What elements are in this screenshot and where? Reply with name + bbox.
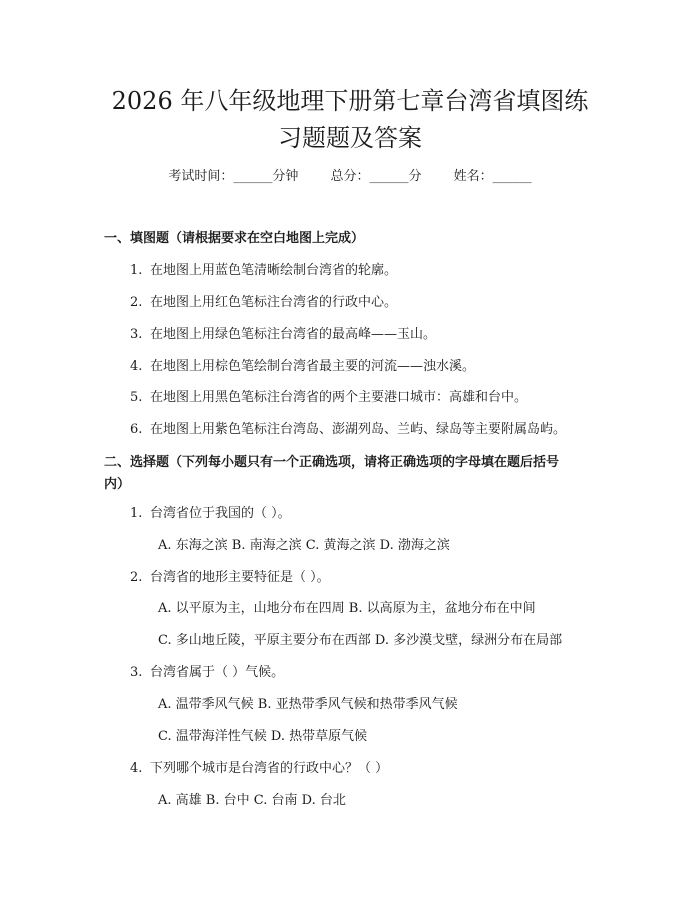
item-number: 4.: [130, 359, 143, 374]
item-number: 3.: [130, 327, 143, 342]
section-heading-fill-map: 一、填图题（请根据要求在空白地图上完成）: [104, 231, 365, 246]
exam-time-field: 考试时间：______分钟: [168, 169, 299, 184]
question-text: 下列哪个城市是台湾省的行政中心？（ ）: [150, 761, 389, 776]
item-text: 在地图上用棕色笔绘制台湾省最主要的河流——浊水溪。: [150, 359, 476, 374]
fill-item: [130, 294, 397, 312]
item-number: 5.: [130, 390, 143, 405]
item-text: 在地图上用绿色笔标注台湾省的最高峰——玉山。: [150, 327, 437, 342]
item-text: 在地图上用紫色笔标注台湾岛、澎湖列岛、兰屿、绿岛等主要附属岛屿。: [150, 422, 567, 437]
question-text: 台湾省位于我国的（ ）。: [150, 506, 291, 521]
question: [130, 569, 330, 587]
item-number: 2.: [130, 295, 143, 310]
fill-item: [130, 389, 527, 407]
question-options: C. 多山地丘陵，平原主要分布在西部 D. 多沙漠戈壁，绿洲分布在局部: [158, 633, 563, 648]
question-options: A. 温带季风气候 B. 亚热带季风气候和热带季风气候: [158, 697, 458, 712]
fill-item: [130, 358, 475, 376]
total-score-field: 总分：______分: [330, 169, 422, 184]
question: [130, 505, 291, 523]
student-name-field: 姓名：______: [453, 169, 532, 184]
question-text: 台湾省的地形主要特征是（ ）。: [150, 570, 330, 585]
question-options: A. 以平原为主，山地分布在四周 B. 以高原为主，盆地分布在中间: [158, 601, 536, 616]
question-number: 1.: [130, 506, 143, 521]
item-number: 6.: [130, 422, 143, 437]
question-number: 2.: [130, 570, 143, 585]
question: [130, 760, 388, 778]
item-text: 在地图上用红色笔标注台湾省的行政中心。: [150, 295, 398, 310]
item-text: 在地图上用黑色笔标注台湾省的两个主要港口城市：高雄和台中。: [150, 390, 528, 405]
item-number: 1.: [130, 263, 143, 278]
section-heading-line2: 内）: [104, 477, 131, 492]
question-options: A. 高雄 B. 台中 C. 台南 D. 台北: [158, 793, 346, 808]
exam-meta: [0, 168, 700, 186]
document-title-line1: 2026 年八年级地理下册第七章台湾省填图练: [111, 87, 589, 115]
question-options: A. 东海之滨 B. 南海之滨 C. 黄海之滨 D. 渤海之滨: [158, 538, 450, 553]
section-heading-multiple-choice: [104, 452, 624, 496]
fill-item: [130, 326, 436, 344]
section-heading-line1: 二、选择题（下列每小题只有一个正确选项，请将正确选项的字母填在题后括号: [104, 455, 560, 470]
fill-item: [130, 262, 397, 280]
question-number: 3.: [130, 665, 143, 680]
document-title-line2: 习题题及答案: [278, 124, 422, 152]
question-text: 台湾省属于（ ）气候。: [150, 665, 285, 680]
fill-item: [130, 421, 566, 439]
question-number: 4.: [130, 761, 143, 776]
item-text: 在地图上用蓝色笔清晰绘制台湾省的轮廓。: [150, 263, 398, 278]
question: [130, 664, 284, 682]
question-options: C. 温带海洋性气候 D. 热带草原气候: [158, 729, 368, 744]
